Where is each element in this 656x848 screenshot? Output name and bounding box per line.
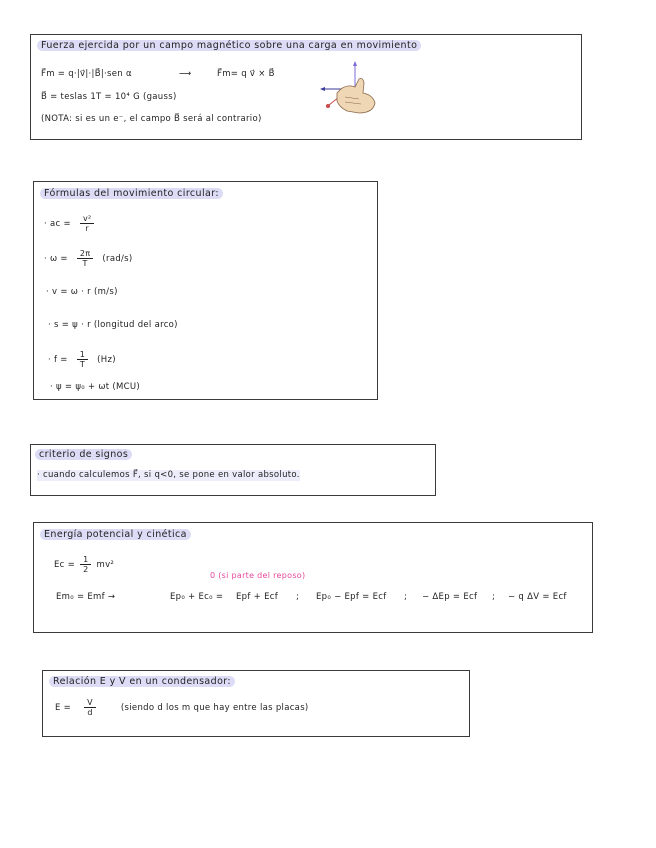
w-fraction [77,249,94,268]
f-label: · f = [48,355,68,365]
final-energies: Epf + Ecf [236,592,279,602]
ec-rest: mv² [96,560,115,570]
e-numerator: V [84,698,96,708]
force-formula-magnitude: F⃗m = q·|v⃗|·|B⃗|·sen α [41,69,132,79]
delta-ep: − ΔEp = Ecf [422,592,478,602]
force-formula-vector: F⃗m= q v⃗ × B⃗ [217,69,275,79]
frequency-formula [48,350,116,369]
field-potential-formula [55,698,309,717]
w-unit: (rad/s) [102,254,133,264]
right-hand-rule-icon [315,59,379,117]
energy-conservation: Em₀ = Emf → [56,592,116,602]
ec-fraction [80,555,91,574]
e-label: E = [55,703,72,713]
ec-label: Ec = [54,560,76,570]
arc-length-formula: · s = ψ · r (longitud del arco) [48,320,178,330]
energy-box [33,522,593,633]
ec-numerator: 1 [80,555,91,565]
magnetic-force-box [30,34,582,140]
w-numerator: 2π [77,249,94,259]
ac-numerator: v² [80,214,95,224]
f-numerator: 1 [77,350,88,360]
charge-potential: − q ΔV = Ecf [508,592,567,602]
formula-arrow: ⟶ [179,69,192,79]
w-label: · ω = [44,254,68,264]
f-denominator: T [79,360,86,369]
capacitor-title: Relación E y V en un condensador: [49,676,235,687]
e-denominator: d [87,708,93,717]
centripetal-formula [44,214,100,233]
tesla-units-line: B⃗ = teslas 1T = 10⁴ G (gauss) [41,92,177,102]
separator-2: ; [404,592,408,602]
e-note: (siendo d los m que hay entre las placas) [120,703,309,713]
energy-title: Energía potencial y cinética [40,529,191,540]
f-fraction [77,350,88,369]
sign-criteria-title: criterio de signos [35,449,132,460]
potential-difference: Ep₀ − Epf = Ecf [316,592,387,602]
circular-motion-title: Fórmulas del movimiento circular: [40,188,223,199]
angular-velocity-formula [44,249,133,268]
capacitor-box [42,670,470,737]
f-unit: (Hz) [97,355,116,365]
separator-3: ; [492,592,496,602]
ac-fraction [80,214,95,233]
circular-motion-box [33,181,378,400]
ac-label: · ac = [44,219,71,229]
ac-denominator: r [85,224,89,233]
rest-note: 0 (si parte del reposo) [210,571,306,580]
w-denominator: T [82,259,88,268]
sign-criteria-box [30,444,436,496]
angle-formula: · ψ = ψ₀ + ωt (MCU) [50,382,141,392]
e-fraction [84,698,96,717]
separator-1: ; [296,592,300,602]
sign-criteria-line: · cuando calculemos F⃗, si q<0, se pone en valor absoluto. [37,470,300,480]
initial-energies: Ep₀ + Ec₀ = [170,592,224,602]
electron-note-line: (NOTA: si es un e⁻, el campo B⃗ será al contrario) [41,114,262,124]
kinetic-energy-formula [54,555,114,574]
ec-denominator: 2 [83,565,89,574]
linear-velocity-formula: · v = ω · r (m/s) [46,287,118,297]
magnetic-force-title: Fuerza ejercida por un campo magnético sobre una carga en movimiento [37,40,421,51]
